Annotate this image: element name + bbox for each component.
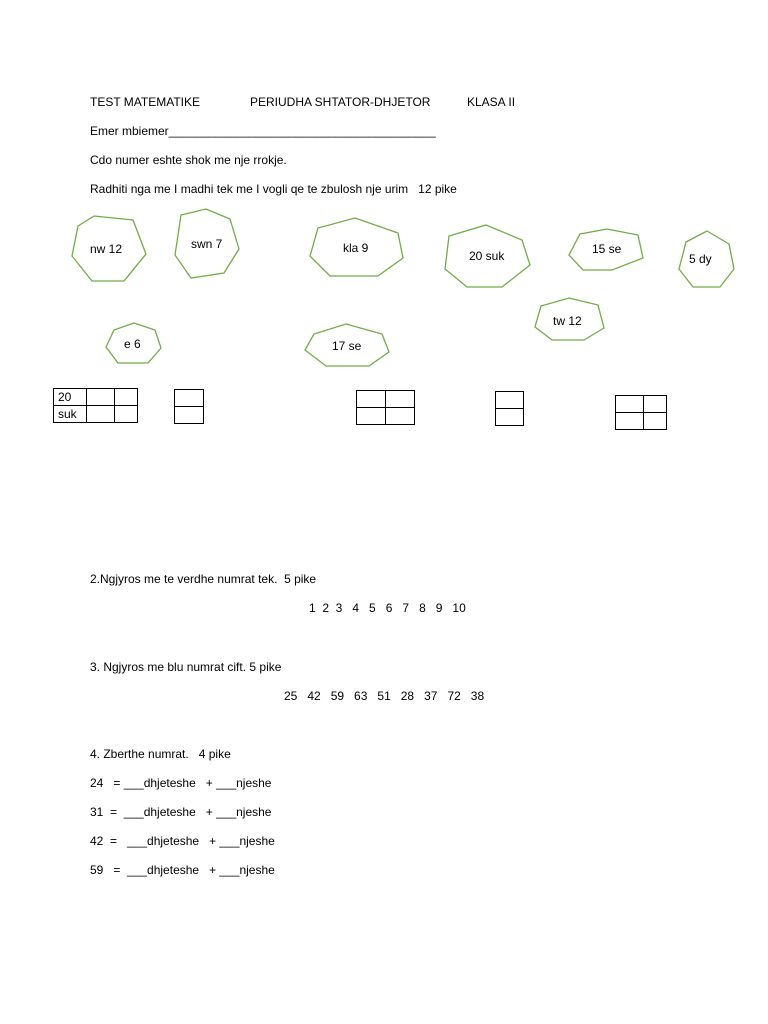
shape-label: 15 se bbox=[592, 242, 622, 256]
name-line: Emer mbiemer________________________________________ bbox=[90, 124, 436, 138]
answer-box-3[interactable] bbox=[356, 390, 415, 425]
box-cell: 20 bbox=[54, 389, 87, 406]
shape-label: e 6 bbox=[124, 337, 141, 351]
answer-box-4[interactable] bbox=[495, 391, 524, 426]
box-cell[interactable] bbox=[175, 407, 204, 424]
box-cell[interactable] bbox=[616, 413, 644, 430]
task2-numbers: 1 2 3 4 5 6 7 8 9 10 bbox=[309, 601, 466, 615]
box-cell[interactable] bbox=[115, 406, 138, 423]
test-title: TEST MATEMATIKE bbox=[90, 95, 201, 109]
shape-label: nw 12 bbox=[90, 242, 123, 256]
shape-label: 17 se bbox=[332, 339, 362, 353]
box-cell[interactable] bbox=[386, 391, 415, 408]
box-cell[interactable] bbox=[496, 409, 524, 426]
period-label: PERIUDHA SHTATOR-DHJETOR bbox=[250, 95, 431, 109]
answer-box-5[interactable] bbox=[615, 395, 667, 430]
task2-label: 2.Ngjyros me te verdhe numrat tek. 5 pike bbox=[90, 572, 317, 586]
shape-label: 5 dy bbox=[689, 252, 712, 266]
box-cell[interactable] bbox=[87, 389, 115, 406]
task4-row: 59 = ___dhjeteshe + ___njeshe bbox=[90, 863, 275, 877]
task4-row: 31 = ___dhjeteshe + ___njeshe bbox=[90, 805, 272, 819]
shape-label: 20 suk bbox=[469, 249, 505, 263]
box-cell: suk bbox=[54, 406, 87, 423]
task4-row: 42 = ___dhjeteshe + ___njeshe bbox=[90, 834, 275, 848]
class-label: KLASA II bbox=[467, 95, 516, 109]
box-cell[interactable] bbox=[175, 390, 204, 407]
answer-box-2[interactable] bbox=[174, 389, 204, 424]
task1-label: Radhiti nga me I madhi tek me I vogli qe te zbulosh nje urim 12 pike bbox=[90, 182, 457, 196]
syllable-shapes bbox=[0, 0, 768, 440]
box-cell[interactable] bbox=[87, 406, 115, 423]
box-cell[interactable] bbox=[115, 389, 138, 406]
instruction-text: Cdo numer eshte shok me nje rrokje. bbox=[90, 153, 287, 167]
box-cell[interactable] bbox=[644, 396, 667, 413]
task3-numbers: 25 42 59 63 51 28 37 72 38 bbox=[284, 689, 485, 703]
shape-label: tw 12 bbox=[553, 314, 582, 328]
box-cell[interactable] bbox=[644, 413, 667, 430]
task3-label: 3. Ngjyros me blu numrat cift. 5 pike bbox=[90, 660, 282, 674]
shape-label: kla 9 bbox=[343, 241, 369, 255]
box-cell[interactable] bbox=[386, 408, 415, 425]
task4-label: 4. Zberthe numrat. 4 pike bbox=[90, 747, 231, 761]
box-cell[interactable] bbox=[357, 408, 386, 425]
box-cell[interactable] bbox=[496, 392, 524, 409]
box-cell[interactable] bbox=[357, 391, 386, 408]
answer-box-1[interactable] bbox=[53, 388, 138, 423]
task4-row: 24 = ___dhjeteshe + ___njeshe bbox=[90, 776, 272, 790]
box-cell[interactable] bbox=[616, 396, 644, 413]
shape-label: swn 7 bbox=[191, 237, 223, 251]
